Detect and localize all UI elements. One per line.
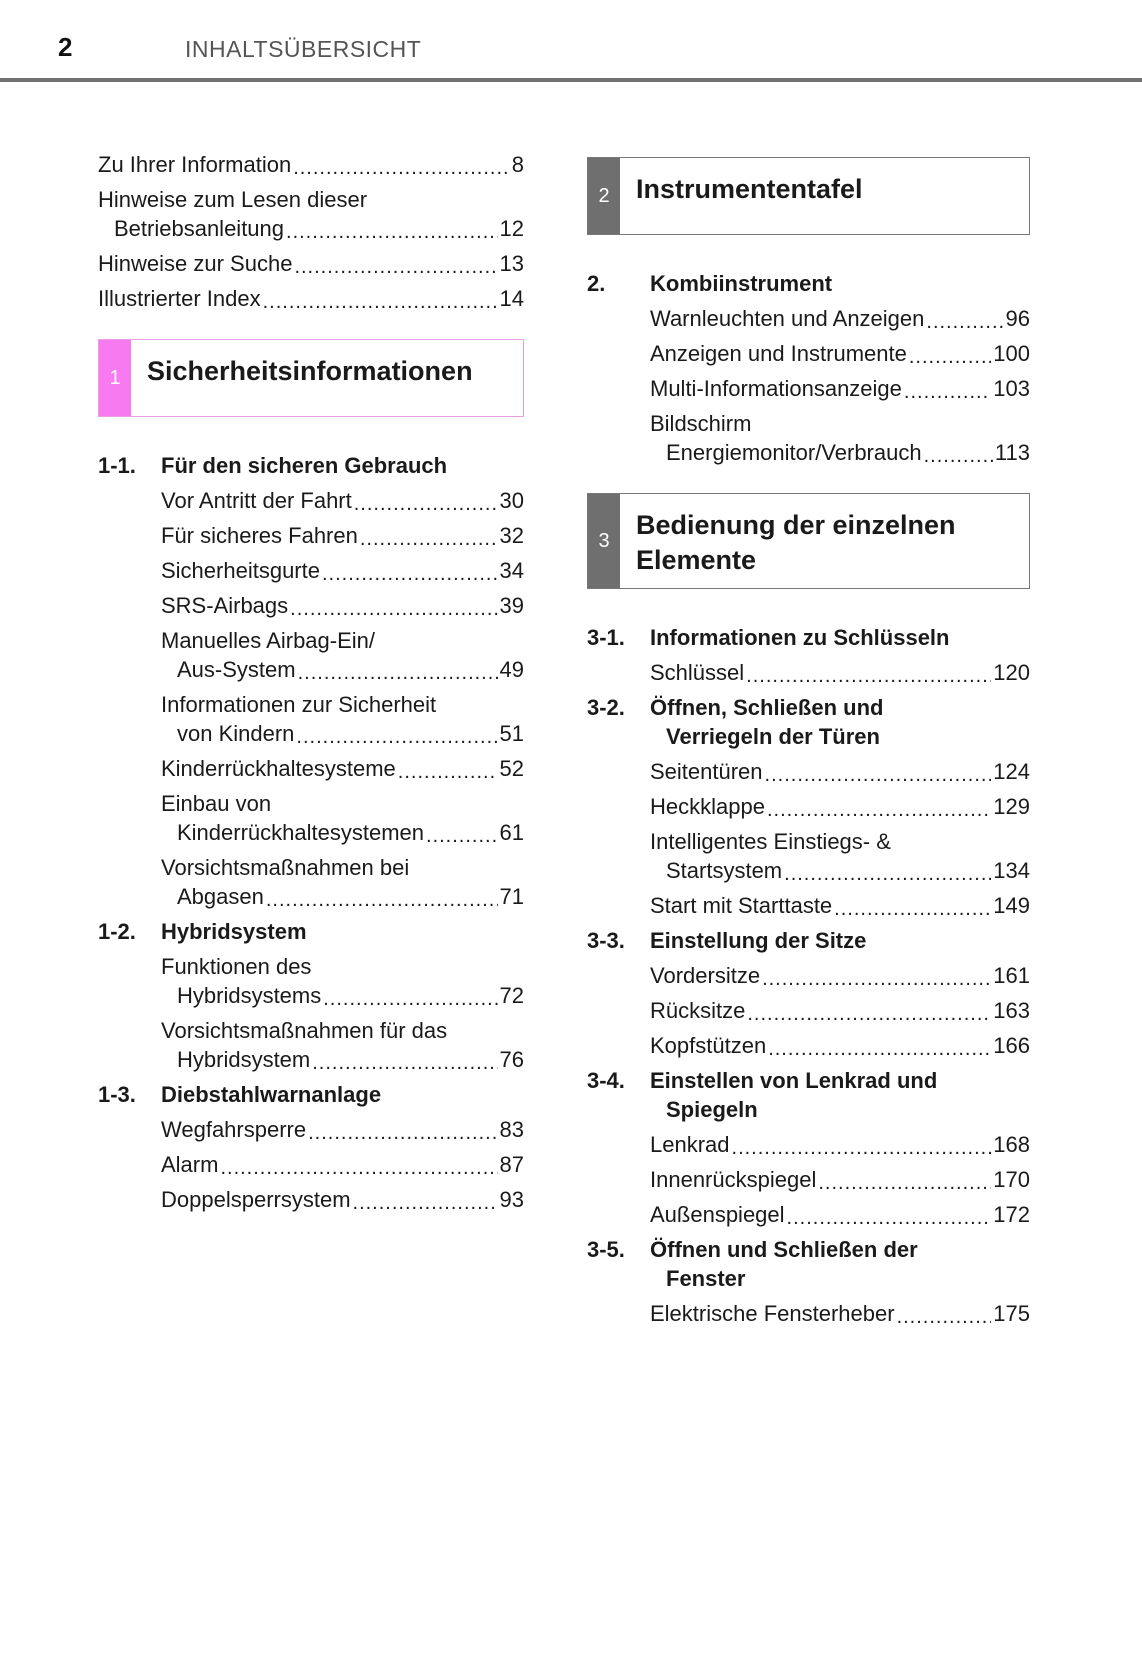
toc-entry-label: Zu Ihrer Information xyxy=(98,152,292,177)
leader-dots xyxy=(294,256,497,278)
toc-entry[interactable] xyxy=(98,1185,524,1214)
toc-entry-label-cont: Kinderrückhaltesystemen xyxy=(177,820,425,845)
section-number: 3-5. xyxy=(587,1237,625,1262)
toc-entry-page: 14 xyxy=(499,286,524,311)
section-heading[interactable] xyxy=(98,451,524,480)
section-number: 3-2. xyxy=(587,695,625,720)
toc-entry[interactable] xyxy=(587,891,1030,920)
section-heading[interactable] xyxy=(98,917,524,946)
toc-entry-label: Multi-Informationsanzeige xyxy=(650,376,902,401)
chapter-title: Bedienung der einzelnen Elemente xyxy=(636,510,956,575)
toc-entry-page: 49 xyxy=(499,657,524,682)
section-title: Diebstahlwarnanlage xyxy=(161,1082,382,1107)
chapter-number-tab: 1 xyxy=(99,340,131,416)
section-number: 1-2. xyxy=(98,919,136,944)
leader-dots xyxy=(354,493,498,515)
toc-entry-wrap xyxy=(98,185,524,243)
toc-entry-page: 72 xyxy=(499,983,524,1008)
leader-dots xyxy=(767,799,991,821)
leader-dots xyxy=(924,445,993,467)
toc-entry-page: 100 xyxy=(993,341,1030,366)
toc-entry-label-cont: Hybridsystems xyxy=(177,983,322,1008)
toc-entry[interactable] xyxy=(587,1130,1030,1159)
section-heading[interactable] xyxy=(587,623,1030,652)
toc-entry-page: 166 xyxy=(993,1033,1030,1058)
toc-entry-page: 61 xyxy=(499,820,524,845)
toc-entry-label: SRS-Airbags xyxy=(161,593,289,618)
toc-right-column xyxy=(587,157,1030,1334)
toc-entry-label: Bildschirm xyxy=(650,411,752,436)
leader-dots xyxy=(220,1157,497,1179)
page-number: 2 xyxy=(58,32,73,62)
toc-entry[interactable] xyxy=(98,150,524,179)
page-header xyxy=(0,0,1142,82)
toc-entry[interactable] xyxy=(587,1165,1030,1194)
toc-entry-page: 12 xyxy=(499,216,524,241)
toc-entry-label: Funktionen des xyxy=(161,954,312,979)
leader-dots xyxy=(266,889,498,911)
toc-entry-label-cont: Energiemonitor/Verbrauch xyxy=(666,440,922,465)
toc-entry-label: Heckklappe xyxy=(650,794,765,819)
toc-entry-label: Sicherheitsgurte xyxy=(161,558,320,583)
toc-entry[interactable] xyxy=(98,626,524,684)
toc-entry-label: Außenspiegel xyxy=(650,1202,785,1227)
toc-entry-page: 161 xyxy=(993,963,1030,988)
toc-entry-wrap xyxy=(161,789,524,847)
toc-entry[interactable] xyxy=(98,249,524,278)
toc-entry-label-cont: Abgasen xyxy=(177,884,264,909)
leader-dots xyxy=(293,157,510,179)
toc-entry-page: 83 xyxy=(499,1117,524,1142)
toc-entry-line2 xyxy=(161,719,524,748)
toc-entry[interactable] xyxy=(587,1299,1030,1328)
toc-entry-wrap xyxy=(161,853,524,911)
toc-entry-page: 172 xyxy=(993,1202,1030,1227)
toc-entry[interactable] xyxy=(587,792,1030,821)
toc-entry-label: Alarm xyxy=(161,1152,219,1177)
leader-dots xyxy=(732,1137,992,1159)
leader-dots xyxy=(747,1003,991,1025)
toc-entry-page: 96 xyxy=(1005,306,1030,331)
toc-entry-label: Start mit Starttaste xyxy=(650,893,833,918)
toc-entry[interactable] xyxy=(587,1200,1030,1229)
toc-entry[interactable] xyxy=(98,1115,524,1144)
toc-entry-page: 120 xyxy=(993,660,1030,685)
chapter-2-box[interactable] xyxy=(587,157,1030,235)
leader-dots xyxy=(296,726,497,748)
toc-entry-label: Vorsichtsmaßnahmen für das xyxy=(161,1018,448,1043)
toc-entry-page: 163 xyxy=(993,998,1030,1023)
section-title: Hybridsystem xyxy=(161,919,307,944)
toc-entry[interactable] xyxy=(587,996,1030,1025)
toc-entry-page: 175 xyxy=(993,1301,1030,1326)
toc-entry-page: 168 xyxy=(993,1132,1030,1157)
toc-entry[interactable] xyxy=(98,952,524,1010)
toc-entry-label: Kinderrückhaltesysteme xyxy=(161,756,396,781)
leader-dots xyxy=(765,764,992,786)
toc-entry-line2 xyxy=(650,856,1030,885)
toc-entry[interactable] xyxy=(98,185,524,243)
toc-entry[interactable] xyxy=(587,658,1030,687)
toc-entry[interactable] xyxy=(98,521,524,550)
toc-entry-page: 71 xyxy=(499,884,524,909)
toc-entry[interactable] xyxy=(587,1031,1030,1060)
toc-entry-label: Innenrückspiegel xyxy=(650,1167,817,1192)
leader-dots xyxy=(312,1052,497,1074)
toc-entry[interactable] xyxy=(587,757,1030,786)
toc-entry[interactable] xyxy=(98,754,524,783)
toc-entry-page: 103 xyxy=(993,376,1030,401)
leader-dots xyxy=(360,528,498,550)
toc-entry[interactable] xyxy=(98,1016,524,1074)
leader-dots xyxy=(290,598,497,620)
section-title-cont: Fenster xyxy=(666,1266,746,1291)
leader-dots xyxy=(897,1306,992,1328)
toc-entry-label: Anzeigen und Instrumente xyxy=(650,341,907,366)
toc-left-column xyxy=(98,150,524,1220)
toc-entry-label-cont: Aus-System xyxy=(177,657,296,682)
toc-entry-page: 30 xyxy=(499,488,524,513)
section-title: Öffnen, Schließen und Verriegeln der Türen xyxy=(650,693,1030,751)
section-number: 3-3. xyxy=(587,928,625,953)
section-heading[interactable] xyxy=(587,926,1030,955)
toc-entry-label-cont: Startsystem xyxy=(666,858,783,883)
section-title: Einstellen von Lenkrad und Spiegeln xyxy=(650,1066,1030,1124)
section-heading[interactable] xyxy=(587,693,1030,751)
toc-entry[interactable] xyxy=(98,789,524,847)
toc-entry[interactable] xyxy=(587,339,1030,368)
toc-entry-page: 34 xyxy=(499,558,524,583)
toc-entry-page: 32 xyxy=(499,523,524,548)
toc-entry-label-cont: von Kindern xyxy=(177,721,295,746)
leader-dots xyxy=(834,898,991,920)
toc-entry-page: 52 xyxy=(499,756,524,781)
toc-entry-line2 xyxy=(161,981,524,1010)
toc-entry[interactable] xyxy=(98,853,524,911)
chapter-title: Instrumententafel xyxy=(636,174,863,204)
leader-dots xyxy=(909,346,991,368)
section-title-cont: Spiegeln xyxy=(666,1097,758,1122)
leader-dots xyxy=(762,968,991,990)
leader-dots xyxy=(263,291,498,313)
section-title-cont: Verriegeln der Türen xyxy=(666,724,880,749)
toc-entry-label: Lenkrad xyxy=(650,1132,730,1157)
toc-entry-wrap xyxy=(161,1016,524,1074)
chapter-number-tab: 3 xyxy=(588,494,620,588)
toc-entry-wrap xyxy=(650,827,1030,885)
leader-dots xyxy=(323,988,497,1010)
section-heading[interactable] xyxy=(587,1066,1030,1124)
leader-dots xyxy=(926,311,1003,333)
leader-dots xyxy=(818,1172,991,1194)
toc-entry-page: 113 xyxy=(994,440,1030,465)
toc-entry-line2 xyxy=(161,818,524,847)
section-number: 2. xyxy=(587,271,606,296)
toc-entry-line2 xyxy=(161,882,524,911)
toc-entry-label: Für sicheres Fahren xyxy=(161,523,358,548)
leader-dots xyxy=(308,1122,497,1144)
toc-entry-label: Kopfstützen xyxy=(650,1033,767,1058)
leader-dots xyxy=(426,825,498,847)
toc-entry-page: 124 xyxy=(993,759,1030,784)
section-title: Informationen zu Schlüsseln xyxy=(650,625,950,650)
toc-entry-label: Vorsichtsmaßnahmen bei xyxy=(161,855,410,880)
toc-entry-label-cont: Hybridsystem xyxy=(177,1047,311,1072)
chapter-1-box[interactable] xyxy=(98,339,524,417)
toc-entry[interactable] xyxy=(98,486,524,515)
toc-entry[interactable] xyxy=(587,827,1030,885)
toc-entry-line2 xyxy=(161,655,524,684)
leader-dots xyxy=(746,665,991,687)
toc-entry-label: Wegfahrsperre xyxy=(161,1117,307,1142)
section-number: 3-4. xyxy=(587,1068,625,1093)
section-number: 1-1. xyxy=(98,453,136,478)
section-heading[interactable] xyxy=(98,1080,524,1109)
toc-entry-wrap xyxy=(161,952,524,1010)
toc-entry-page: 39 xyxy=(499,593,524,618)
section-number: 3-1. xyxy=(587,625,625,650)
toc-entry-label: Hinweise zur Suche xyxy=(98,251,293,276)
section-title: Für den sicheren Gebrauch xyxy=(161,453,448,478)
toc-entry[interactable] xyxy=(98,1150,524,1179)
toc-entry-label: Warnleuchten und Anzeigen xyxy=(650,306,925,331)
section-heading[interactable] xyxy=(587,1235,1030,1293)
leader-dots xyxy=(298,662,498,684)
toc-entry[interactable] xyxy=(98,284,524,313)
toc-entry-label: Vordersitze xyxy=(650,963,761,988)
toc-entry[interactable] xyxy=(587,304,1030,333)
toc-entry-page: 93 xyxy=(499,1187,524,1212)
toc-entry-label-cont: Betriebsanleitung xyxy=(114,216,285,241)
toc-entry-label: Informationen zur Sicherheit xyxy=(161,692,437,717)
header-divider xyxy=(0,78,1142,82)
toc-entry-wrap xyxy=(650,409,1030,467)
leader-dots xyxy=(322,563,498,585)
toc-entry[interactable] xyxy=(98,591,524,620)
toc-entry-label: Vor Antritt der Fahrt xyxy=(161,488,352,513)
section-heading[interactable] xyxy=(587,269,1030,298)
toc-entry-label: Doppelsperrsystem xyxy=(161,1187,351,1212)
toc-entry-line2 xyxy=(650,438,1030,467)
leader-dots xyxy=(904,381,991,403)
toc-entry[interactable] xyxy=(587,374,1030,403)
toc-entry-label: Illustrierter Index xyxy=(98,286,261,311)
toc-entry-wrap xyxy=(161,690,524,748)
toc-entry[interactable] xyxy=(587,409,1030,467)
toc-entry-page: 134 xyxy=(993,858,1030,883)
toc-entry-page: 87 xyxy=(499,1152,524,1177)
leader-dots xyxy=(286,221,498,243)
page-title: INHALTSÜBERSICHT xyxy=(185,36,422,62)
toc-entry-page: 170 xyxy=(993,1167,1030,1192)
leader-dots xyxy=(784,863,991,885)
toc-entry-line2 xyxy=(98,214,524,243)
toc-entry-page: 51 xyxy=(499,721,524,746)
leader-dots xyxy=(768,1038,991,1060)
leader-dots xyxy=(787,1207,992,1229)
section-title: Kombiinstrument xyxy=(650,271,833,296)
toc-entry-label: Elektrische Fensterheber xyxy=(650,1301,895,1326)
toc-entry-line2 xyxy=(161,1045,524,1074)
section-number: 1-3. xyxy=(98,1082,136,1107)
leader-dots xyxy=(398,761,498,783)
toc-entry-label: Seitentüren xyxy=(650,759,763,784)
toc-entry[interactable] xyxy=(98,690,524,748)
toc-entry-label: Hinweise zum Lesen dieser xyxy=(98,187,368,212)
toc-entry-label: Schlüssel xyxy=(650,660,745,685)
section-title: Öffnen und Schließen der Fenster xyxy=(650,1235,1030,1293)
toc-entry-page: 13 xyxy=(499,251,524,276)
chapter-title: Sicherheitsinformationen xyxy=(147,356,473,386)
toc-entry[interactable] xyxy=(587,961,1030,990)
section-title: Einstellung der Sitze xyxy=(650,928,867,953)
toc-entry-label: Rücksitze xyxy=(650,998,746,1023)
leader-dots xyxy=(353,1192,498,1214)
toc-entry-label: Einbau von xyxy=(161,791,272,816)
toc-entry-page: 149 xyxy=(993,893,1030,918)
toc-entry-label: Manuelles Airbag-Ein/ xyxy=(161,628,376,653)
chapter-number-tab: 2 xyxy=(588,158,620,234)
toc-entry-page: 129 xyxy=(993,794,1030,819)
toc-entry-page: 8 xyxy=(511,152,524,177)
toc-entry-label: Intelligentes Einstiegs- & xyxy=(650,829,891,854)
toc-entry[interactable] xyxy=(98,556,524,585)
toc-entry-page: 76 xyxy=(499,1047,524,1072)
chapter-3-box[interactable] xyxy=(587,493,1030,589)
toc-entry-wrap xyxy=(161,626,524,684)
